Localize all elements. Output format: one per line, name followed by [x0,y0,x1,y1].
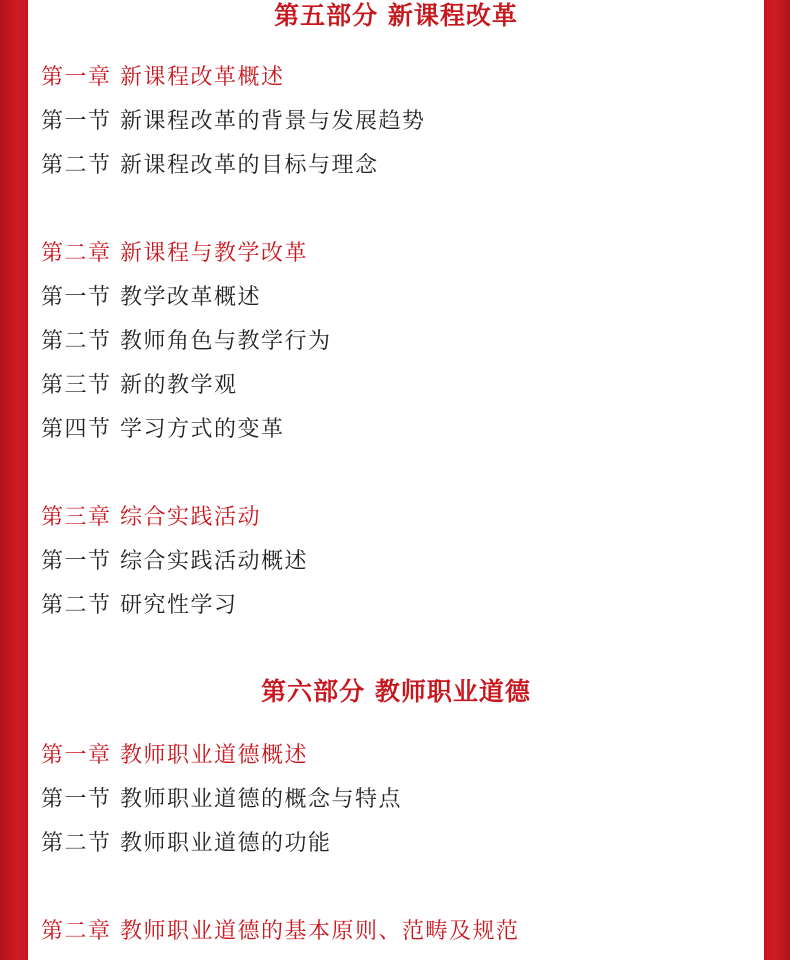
part5-chapter2-section4: 第四节 学习方式的变革 [41,417,285,442]
part6-chapter2-title: 第二章 教师职业道德的基本原则、范畴及规范 [41,919,520,944]
part5-chapter3-section2: 第二节 研究性学习 [41,593,238,618]
part6-chapter1-section1: 第一节 教师职业道德的概念与特点 [41,787,402,812]
part5-chapter3-section1: 第一节 综合实践活动概述 [41,549,308,574]
part6-chapter1-section2: 第二节 教师职业道德的功能 [41,831,332,856]
part6-chapter1-title: 第一章 教师职业道德概述 [41,743,308,768]
part5-chapter2-section2: 第二节 教师角色与教学行为 [41,329,332,354]
part5-chapter1-section1: 第一节 新课程改革的背景与发展趋势 [41,109,426,134]
part5-chapter1-section2: 第二节 新课程改革的目标与理念 [41,153,379,178]
part5-chapter3-title: 第三章 综合实践活动 [41,505,261,530]
part5-chapter2-section1: 第一节 教学改革概述 [41,285,261,310]
part5-chapter2-title: 第二章 新课程与教学改革 [41,241,308,266]
right-red-border [764,0,790,960]
part5-chapter2-section3: 第三节 新的教学观 [41,373,238,398]
content-panel [28,0,764,960]
part5-chapter1-title: 第一章 新课程改革概述 [41,65,285,90]
part5-title: 第五部分 新课程改革 [274,1,518,30]
part6-title: 第六部分 教师职业道德 [261,677,531,706]
left-red-border [0,0,28,960]
